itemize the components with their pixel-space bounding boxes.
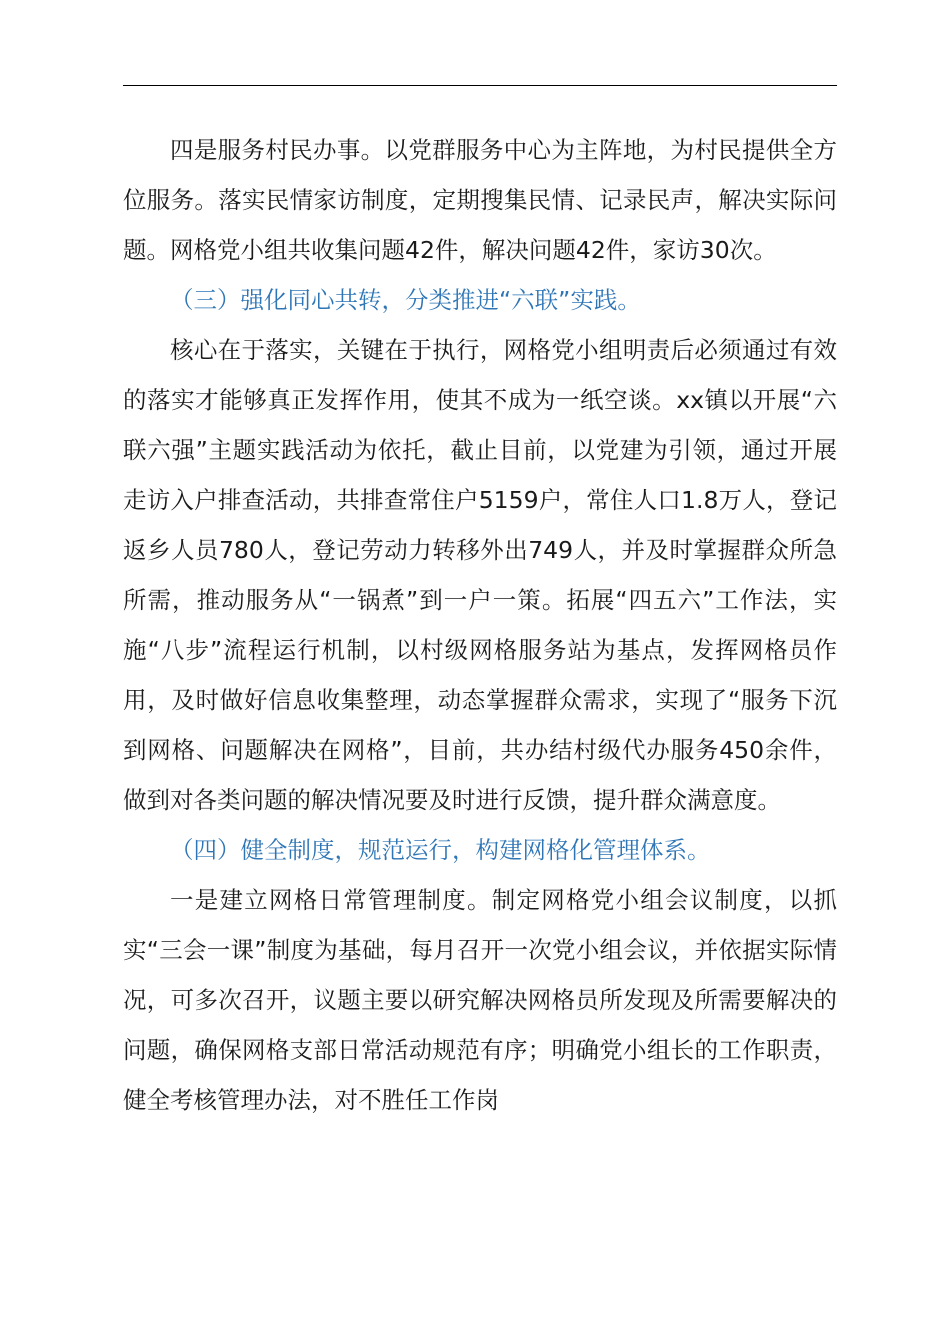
section-heading-three: （三）强化同心共转，分类推进“六联”实践。 — [170, 286, 641, 314]
paragraph-service-villagers: 四是服务村民办事。以党群服务中心为主阵地，为村民提供全方位服务。落实民情家访制度，定期搜集民情、记录民声，解决实际问题。网格党小组共收集问题42件，解决问题42件，家访30次。 — [123, 136, 837, 264]
header-rule — [123, 85, 837, 86]
document-body — [123, 125, 837, 1125]
section-heading-four: （四）健全制度，规范运行，构建网格化管理体系。 — [170, 836, 711, 864]
paragraph-management-system: 一是建立网格日常管理制度。制定网格党小组会议制度，以抓实“三会一课”制度为基础，每月召开一次党小组会议，并依据实际情况，可多次召开，议题主要以研究解决网格员所发现及所需要解决的问题，确保网格支部日常活动规范有序；明确党小组长的工作职责，健全考核管理办法，对不胜任工作岗 — [123, 886, 837, 1114]
paragraph-implementation: 核心在于落实，关键在于执行，网格党小组明责后必须通过有效的落实才能够真正发挥作用，使其不成为一纸空谈。xx镇以开展“六联六强”主题实践活动为依托，截止目前，以党建为引领，通过开展走访入户排查活动，共排查常住户5159户，常住人口1.8万人，登记返乡人员780人，登记劳动力转移外出749人，并及时掌握群众所急所需，推动服务从“一锅煮”到一户一策。拓展“四五六”工作法，实施“八步”流程运行机制，以村级网格服务站为基点，发挥网格员作用，及时做好信息收集整理，动态掌握群众需求，实现了“服务下沉到网格、问题解决在网格”，目前，共办结村级代办服务450余件，做到对各类问题的解决情况要及时进行反馈，提升群众满意度。 — [123, 336, 837, 814]
